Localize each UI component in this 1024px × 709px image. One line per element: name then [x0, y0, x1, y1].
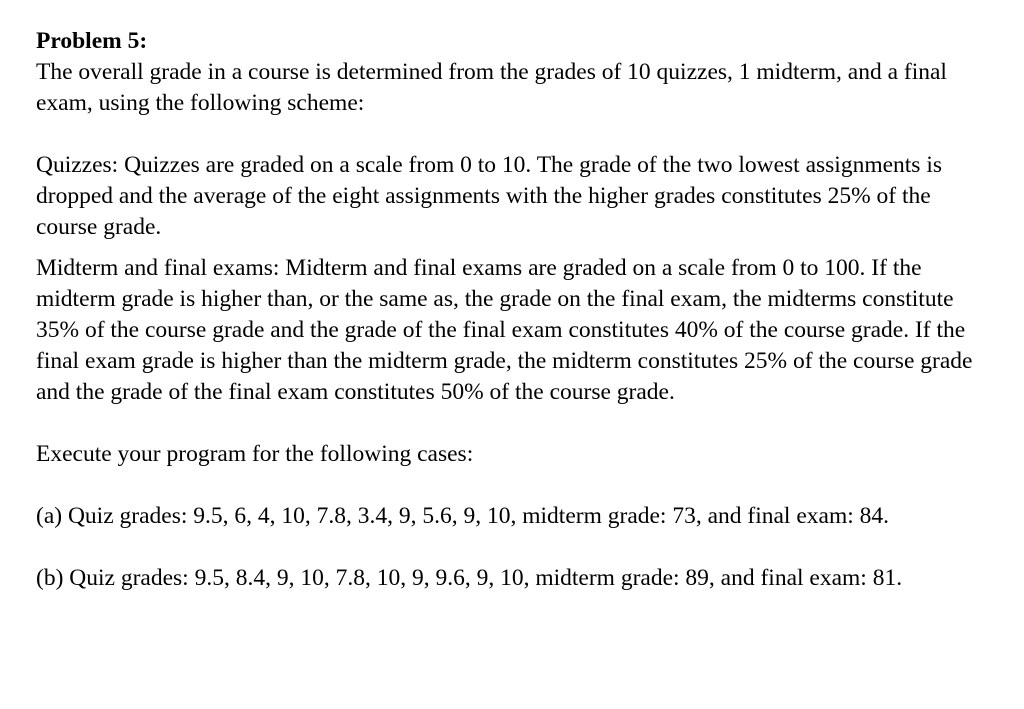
case-a: (a) Quiz grades: 9.5, 6, 4, 10, 7.8, 3.4, 9, 5.6, 9, 10, midterm grade: 73, and final exam: 84.	[36, 503, 889, 529]
problem-intro: The overall grade in a course is determined from the grades of 10 quizzes, 1 midterm, and a final exam, using the following scheme:	[36, 59, 947, 116]
exams-rule: Midterm and final exams: Midterm and final exams are graded on a scale from 0 to 100. If the midterm grade is higher than, or the same as, the grade on the final exam, the midterms constitute 35% of the course grade and the grade of the final exam constitutes 40% of the course grade. If the final exam grade is higher than the midterm grade, the midterm constitutes 25% of the course grade and the grade of the final exam constitutes 50% of the course grade.	[36, 255, 973, 405]
problem-title: Problem 5:	[36, 28, 148, 54]
execute-instruction: Execute your program for the following cases:	[36, 441, 474, 467]
problem-document	[36, 26, 996, 594]
case-b: (b) Quiz grades: 9.5, 8.4, 9, 10, 7.8, 10, 9, 9.6, 9, 10, midterm grade: 89, and final exam: 81.	[36, 565, 903, 591]
quizzes-rule: Quizzes: Quizzes are graded on a scale from 0 to 10. The grade of the two lowest assignments is dropped and the average of the eight assignments with the higher grades constitutes 25% of the course grade.	[36, 152, 943, 240]
